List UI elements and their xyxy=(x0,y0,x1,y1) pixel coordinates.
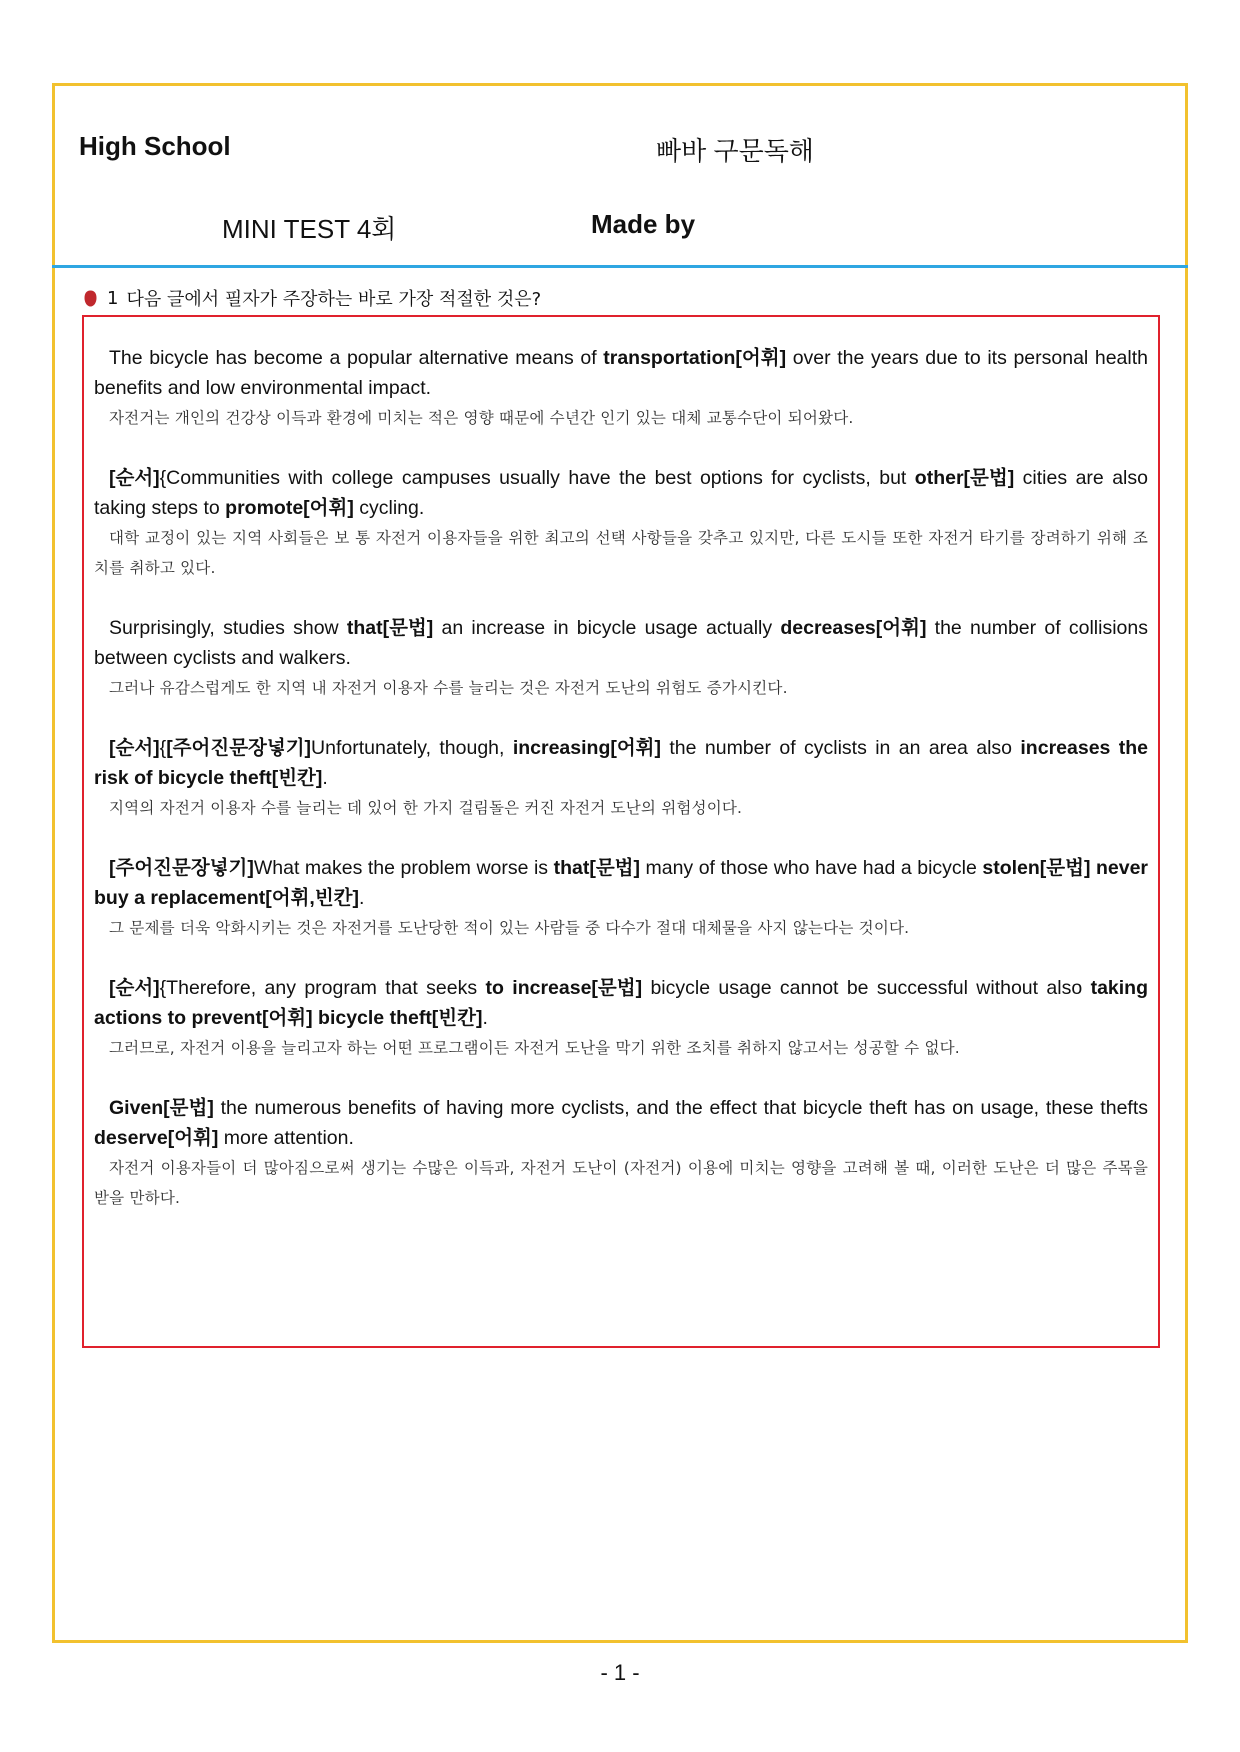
passage-paragraph xyxy=(94,853,1148,943)
bullet-icon xyxy=(84,290,97,307)
annotated-term: [순서] xyxy=(109,467,160,489)
sentence-text: over the years due to its personal health benefits and low environmental impact. xyxy=(94,347,1148,399)
sentence-text: { xyxy=(159,737,167,759)
annotated-term: Given[문법] xyxy=(109,1097,214,1119)
english-sentence xyxy=(94,853,1148,913)
annotated-term: that[문법] xyxy=(553,857,640,879)
annotated-term: increasing[어휘] xyxy=(512,737,662,759)
korean-translation: 자전거는 개인의 건강상 이득과 환경에 미치는 적은 영향 때문에 수년간 인기 있는 대체 교통수단이 되어왔다. xyxy=(109,409,854,427)
sentence-text: an increase in bicycle usage actually xyxy=(433,617,781,639)
book-title: 빠바 구문독해 xyxy=(656,136,814,166)
annotated-term: taking actions to prevent[어휘] bicycle theft[빈칸] xyxy=(94,977,1149,1029)
sentence-text: many of those who have had a bicycle xyxy=(639,857,983,879)
sentence-text: . xyxy=(359,887,365,909)
korean-translation: 지역의 자전거 이용자 수를 늘리는 데 있어 한 가지 걸림돌은 커진 자전거 도난의 위험성이다. xyxy=(109,799,743,817)
annotated-term: other[문법] xyxy=(914,467,1015,489)
annotated-term: stolen[문법] never buy a replacement[어휘,빈칸] xyxy=(94,857,1148,909)
annotated-term: deserve[어휘] xyxy=(94,1127,219,1149)
sentence-text: more attention. xyxy=(218,1127,354,1149)
korean-translation: 그러나 유감스럽게도 한 지역 내 자전거 이용자 수를 늘리는 것은 자전거 도난의 위험도 증가시킨다. xyxy=(109,679,788,697)
sentence-text: . xyxy=(322,767,328,789)
header-divider xyxy=(52,265,1188,268)
annotated-term: [주어진문장넣기] xyxy=(109,857,254,879)
question-prompt xyxy=(84,285,541,311)
sentence-text: the number of collisions between cyclists and walkers. xyxy=(94,617,1148,669)
sentence-text: {Therefore, any program that seeks xyxy=(159,977,486,999)
english-sentence xyxy=(94,733,1148,793)
korean-translation: 대학 교정이 있는 지역 사회들은 보 통 자전거 이용자들을 위한 최고의 선택 사항들을 갖추고 있지만, 다른 도시들 또한 자전거 타기를 장려하기 위해 조치를 취하고 있다. xyxy=(94,529,1148,577)
passage-paragraph xyxy=(94,973,1148,1063)
annotated-term: [순서] xyxy=(109,737,160,759)
annotated-term: transportation[어휘] xyxy=(603,347,787,369)
annotated-term: [순서] xyxy=(109,977,160,999)
english-sentence xyxy=(94,973,1148,1033)
test-title: MINI TEST 4회 xyxy=(222,214,397,244)
passage-paragraph xyxy=(94,1093,1148,1213)
passage-paragraph xyxy=(94,463,1148,583)
passage-paragraph xyxy=(94,733,1148,823)
annotated-term: decreases[어휘] xyxy=(780,617,927,639)
annotated-term: to increase[문법] xyxy=(485,977,643,999)
sentence-text: the numerous benefits of having more cyclists, and the effect that bicycle theft has on usage, these thefts xyxy=(213,1097,1148,1119)
korean-translation: 자전거 이용자들이 더 많아짐으로써 생기는 수많은 이득과, 자전거 도난이 (자전거) 이용에 미치는 영향을 고려해 볼 때, 이러한 도난은 더 많은 주목을 받을 만하다. xyxy=(94,1159,1148,1207)
sentence-text: The bicycle has become a popular alternative means of xyxy=(109,347,604,369)
passage-paragraph xyxy=(94,613,1148,703)
sentence-text: What makes the problem worse is xyxy=(253,857,554,879)
english-sentence xyxy=(94,463,1148,523)
annotated-term: [주어진문장넣기] xyxy=(166,737,312,759)
sentence-text: cities are also taking steps to xyxy=(94,467,1148,519)
question-text: 다음 글에서 필자가 주장하는 바로 가장 적절한 것은? xyxy=(126,289,542,310)
english-sentence xyxy=(94,343,1148,403)
sentence-text: Surprisingly, studies show xyxy=(109,617,347,639)
annotated-term: that[문법] xyxy=(346,617,434,639)
sentence-text: bicycle usage cannot be successful without also xyxy=(642,977,1091,999)
passage-box xyxy=(82,315,1160,1348)
made-by-label: Made by xyxy=(591,209,696,239)
sentence-text: . xyxy=(482,1007,488,1029)
page-number: - 1 - xyxy=(600,1660,640,1685)
english-sentence xyxy=(94,613,1148,673)
sentence-text: {Communities with college campuses usually have the best options for cyclists, but xyxy=(159,467,915,489)
sentence-text: the number of cyclists in an area also xyxy=(661,737,1021,759)
annotated-term: promote[어휘] xyxy=(225,497,354,519)
school-title: High School xyxy=(79,131,231,161)
sentence-text: Unfortunately, though, xyxy=(311,737,513,759)
korean-translation: 그러므로, 자전거 이용을 늘리고자 하는 어떤 프로그램이든 자전거 도난을 막기 위한 조치를 취하지 않고서는 성공할 수 없다. xyxy=(109,1039,960,1057)
sentence-text: cycling. xyxy=(353,497,425,519)
question-number: 1 xyxy=(107,287,119,309)
english-sentence xyxy=(94,1093,1148,1153)
passage-paragraph xyxy=(94,343,1148,433)
korean-translation: 그 문제를 더욱 악화시키는 것은 자전거를 도난당한 적이 있는 사람들 중 다수가 절대 대체물을 사지 않는다는 것이다. xyxy=(109,919,910,937)
annotated-term: increases the risk of bicycle theft[빈칸] xyxy=(94,737,1149,789)
